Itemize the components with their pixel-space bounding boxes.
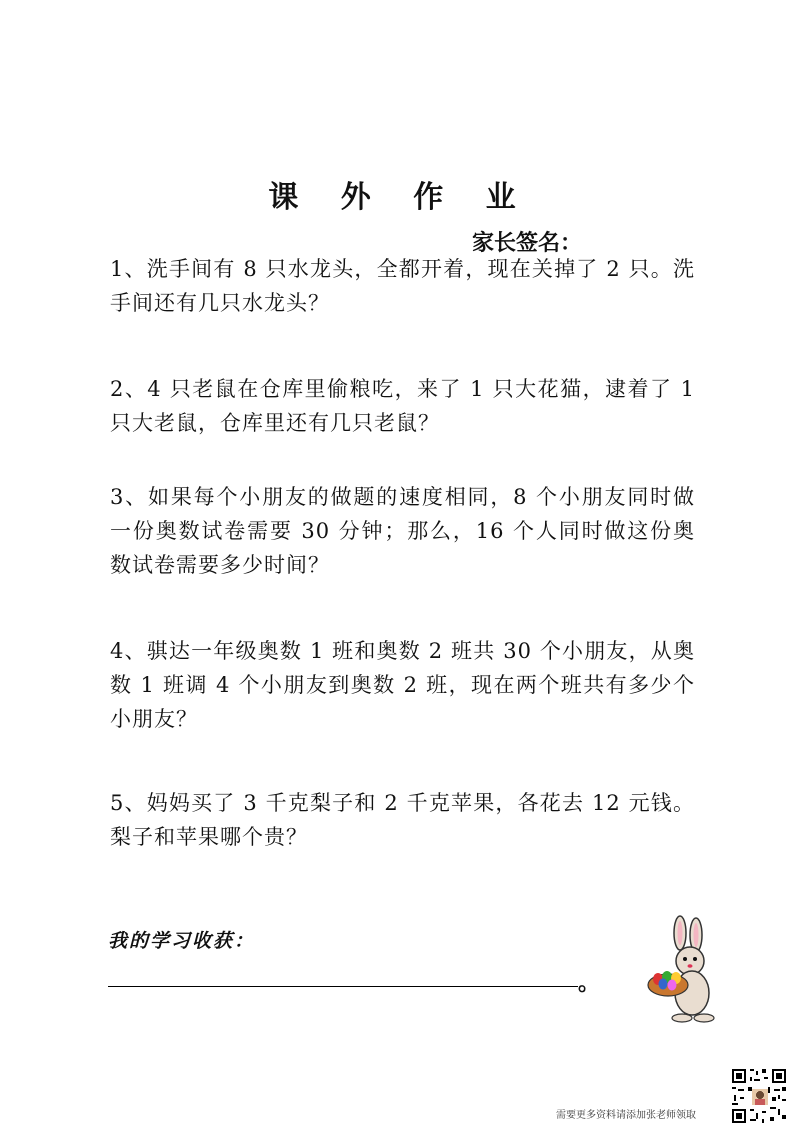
question-5: 5、妈妈买了 3 千克梨子和 2 千克苹果，各花去 12 元钱。梨子和苹果哪个贵？: [110, 791, 695, 849]
page-title: 课 外 作 业: [268, 180, 532, 215]
question-1: 1、洗手间有 8 只水龙头，全都开着，现在关掉了 2 只。洗手间还有几只水龙头？: [110, 257, 695, 315]
learning-harvest-label: 我的学习收获：: [108, 930, 256, 952]
question-2: 2、4 只老鼠在仓库里偷粮吃，来了 1 只大花猫，逮着了 1 只大老鼠，仓库里还有几只老鼠？: [110, 377, 695, 435]
qr-code-icon[interactable]: [730, 1067, 788, 1125]
question-3: 3、如果每个小朋友的做题的速度相同，8 个小朋友同时做一份奥数试卷需要 30 分钟；那么，16 个人同时做这份奥数试卷需要多少时间？: [110, 485, 695, 577]
parent-signature-label: 家长签名：: [472, 231, 583, 256]
answer-end-mark: 。: [578, 970, 601, 996]
answer-line[interactable]: [108, 986, 578, 987]
footer-note: 需要更多资料请添加张老师领取: [556, 1110, 696, 1121]
question-4: 4、骐达一年级奥数 1 班和奥数 2 班共 30 个小朋友，从奥数 1 班调 4 个小朋友到奥数 2 班，现在两个班共有多少个小朋友？: [110, 639, 695, 731]
rabbit-with-easter-eggs-icon: [638, 915, 728, 1025]
